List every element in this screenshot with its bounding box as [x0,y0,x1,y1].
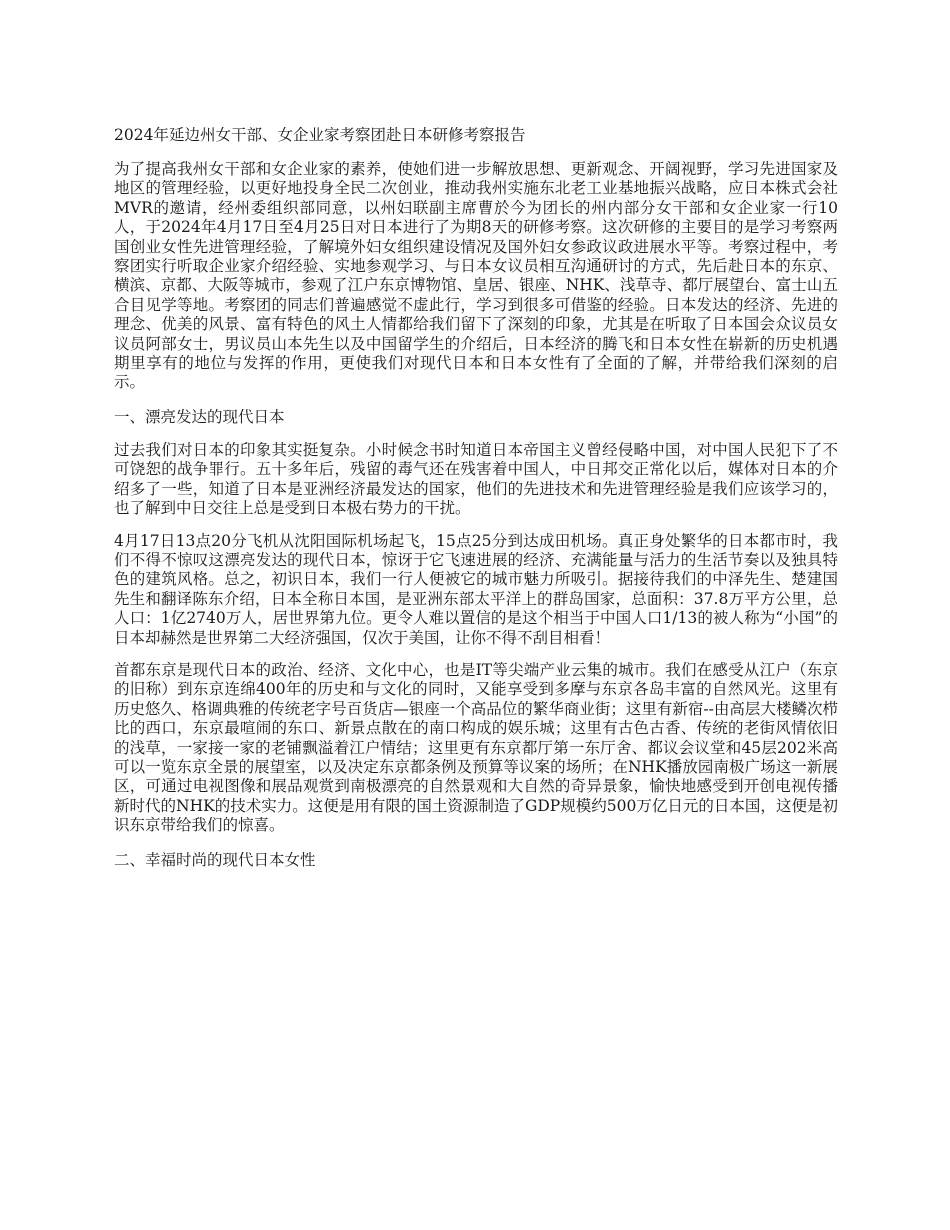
section-2-heading: 二、幸福时尚的现代日本女性 [114,850,316,869]
intro-paragraph: 为了提高我州女干部和女企业家的素养，使她们进一步解放思想、更新观念、开阔视野，学习先进国家及地区的管理经验，以更好地投身全民二次创业，推动我州实施东北老工业基地振兴战略，应日本株式会社MVR的邀请，经州委组织部同意，以州妇联副主席曹於今为团长的州内部分女干部和女企业家一行10人，于2024年4月17日至4月25日对日本进行了为期8天的研修考察。这次研修的主要目的是学习考察两国创业女性先进管理经验，了解境外妇女组织建设情况及国外妇女参政议政进展水平等。考察过程中，考察团实行听取企业家介绍经验、实地参观学习、与日本女议员相互沟通研讨的方式，先后赴日本的东京、横滨、京都、大阪等城市，参观了江户东京博物馆、皇居、银座、NHK、浅草寺、都厅展望台、富士山五合目见学等地。考察团的同志们普遍感觉不虚此行，学习到很多可借鉴的经验。日本发达的经济、先进的理念、优美的风景、富有特色的风土人情都给我们留下了深刻的印象，尤其是在听取了日本国会众议员女议员阿部女士，男议员山本先生以及中国留学生的介绍后，日本经济的腾飞和日本女性在崭新的历史机遇期里享有的地位与发挥的作用，更使我们对现代日本和日本女性有了全面的了解，并带给我们深刻的启示。 [114,160,838,392]
document-page [114,124,838,884]
section-1-paragraph-3: 首都东京是现代日本的政治、经济、文化中心，也是IT等尖端产业云集的城市。我们在感受从江户（东京的旧称）到东京连绵400年的历史和与文化的同时，又能享受到多摩与东京各岛丰富的自然风光。这里有历史悠久、格调典雅的传统老字号百货店—银座一个高品位的繁华商业街；这里有新宿--由高层大楼鳞次栉比的西口，东京最喧闹的东口、新景点散在的南口构成的娱乐城；这里有古色古香、传统的老街风情依旧的浅草，一家接一家的老铺飘溢着江户情结；这里更有东京都厅第一东厅舍、都议会议堂和45层202米高可以一览东京全景的展望室，以及决定东京都条例及预算等议案的场所；在NHK播放园南极广场这一新展区，可通过电视图像和展品观赏到南极漂亮的自然景观和大自然的奇异景象，愉快地感受到开创电视传播新时代的NHK的技术实力。这便是用有限的国土资源制造了GDP规模约500万亿日元的日本国，这便是初识东京带给我们的惊喜。 [114,660,838,835]
document-title: 2024年延边州女干部、女企业家考察团赴日本研修考察报告 [114,126,526,144]
section-1-heading: 一、漂亮发达的现代日本 [114,407,285,426]
section-1-paragraph-2: 4月17日13点20分飞机从沈阳国际机场起飞，15点25分到达成田机场。真正身处繁华的日本都市时，我们不得不惊叹这漂亮发达的现代日本，惊讶于它飞速进展的经济、充满能量与活力的生活节奏以及独具特色的建筑风格。总之，初识日本，我们一行人便被它的城市魅力所吸引。据接待我们的中泽先生、楚建国先生和翻译陈东介绍，日本全称日本国，是亚洲东部太平洋上的群岛国家，总面积：37.8万平方公里，总人口：1亿2740万人，居世界第九位。更令人难以置信的是这个相当于中国人口1/13的被人称为“小国”的日本却赫然是世界第二大经济强国，仅次于美国，让你不得不刮目相看！ [114,531,838,647]
section-1-paragraph-1: 过去我们对日本的印象其实挺复杂。小时候念书时知道日本帝国主义曾经侵略中国，对中国人民犯下了不可饶恕的战争罪行。五十多年后，残留的毒气还在残害着中国人，中日邦交正常化以后，媒体对日本的介绍多了一些，知道了日本是亚洲经济最发达的国家，他们的先进技术和先进管理经验是我们应该学习的，也了解到中日交往上总是受到日本极右势力的干扰。 [114,440,838,518]
